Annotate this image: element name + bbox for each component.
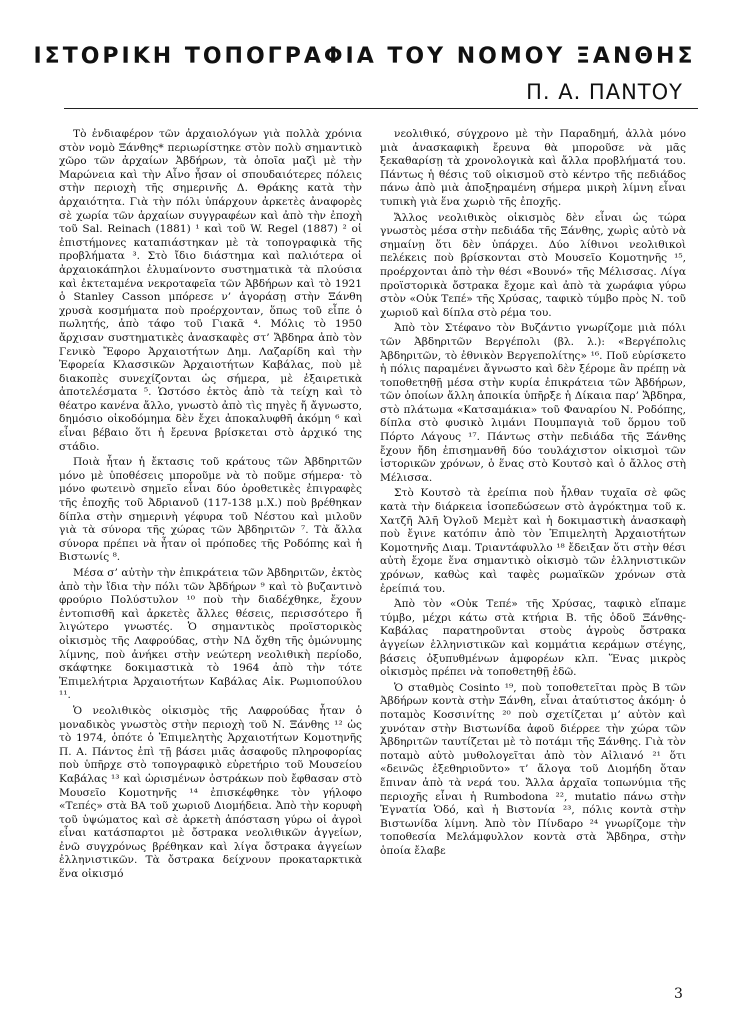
paragraph: Ὁ σταθμὸς Cosinto ¹⁹, ποὺ τοποθετεῖται πρὸς Β τῶν Ἀβδήρων κοντὰ στὴν Ξάνθη, εἶναι ἀταύτιστος ἀκόμη· ὁ ποταμὸς Κοσσινίτης ²⁰ ποὺ σχετίζεται μ’ αὐτὸν καὶ χυνόταν στὴν Βιστωνίδα ἀφοῦ διέρρεε τὴν χώρα τῶν Ἀβδηριτῶν ταυτίζεται μὲ τὸ ποτάμι τῆς Ξάνθης. Γιὰ τὸν ποταμὸ αὐτὸ μυθολογεῖται ἀπὸ τὸν Αἰλιανό ²¹ ὅτι «δεινῶς ἐξεθηριοῦντο» τ’ ἄλογα τοῦ Διομήδη ὅταν ἔπιναν ἀπὸ τὰ νερά του. Ἄλλα ἀρχαῖα τοπωνύμια τῆς περιοχῆς εἶναι ἡ Rumbodona ²², mutatio πάνω στὴν Ἐγνατία Ὁδό, καὶ ἡ Βιστονία ²³, πόλις κοντὰ στὴν Βιστωνίδα λίμνη. Ἀπὸ τὸν Πίνδαρο ²⁴ γνωρίζομε τὴν τοποθεσία Μελάμφυλλον κοντὰ στὰ Ἄβδηρα, στὴν ὁποία ἔλαβε: [380, 681, 686, 857]
paragraph: νεολιθικό, σύγχρονο μὲ τὴν Παραδημή, ἀλλὰ μόνο μιὰ ἀνασκαφικὴ ἔρευνα θὰ μποροῦσε νὰ μᾶς ξεκαθαρίσῃ τὰ χρονολογικὰ καὶ ἄλλα προβλήματά του. Πάντως ἡ θέσις τοῦ οἰκισμοῦ στὸ κέντρο τῆς πεδιάδος πάνω ἀπὸ μιὰ ἀποξηραμένη σήμερα μικρὴ λίμνη εἶναι τυπικὴ γιὰ ἕνα χωριὸ τῆς ἐποχῆς.: [380, 128, 686, 208]
page-number: 3: [674, 986, 683, 1002]
header-rule: [64, 108, 698, 109]
paragraph: Ἄλλος νεολιθικὸς οἰκισμὸς δὲν εἶναι ὡς τώρα γνωστὸς μέσα στὴν πεδιάδα τῆς Ξάνθης, χωρὶς αὐτὸ νὰ σημαίνῃ ὅτι δὲν ὑπάρχει. Δύο λίθινοι νεολιθικοὶ πελέκεις ποὺ βρίσκονται στὸ Μουσεῖο Κομοτηνῆς ¹⁵, προέρχονται ἀπὸ τὴν θέσι «Βουνό» τῆς Μέλισσας. Λίγα προϊστορικὰ ὄστρακα ἔχομε καὶ ἀπὸ τὰ χωράφια γύρω στὸν «Οὐκ Τεπέ» τῆς Χρύσας, ταφικὸ τύμβο πρὸς Ν. τοῦ χωριοῦ καὶ δίπλα στὸ ρέμα του.: [380, 211, 686, 319]
article-title: ΙΣΤΟΡΙΚΗ ΤΟΠΟΓΡΑΦΙΑ ΤΟΥ ΝΟΜΟΥ ΞΑΝΘΗΣ: [33, 44, 696, 69]
paragraph: Μέσα σ’ αὐτὴν τὴν ἐπικράτεια τῶν Ἀβδηριτῶν, ἐκτὸς ἀπὸ τὴν ἴδια τὴν πόλι τῶν Ἀβδήρων ⁹ καὶ τὸ βυζαντινὸ φρούριο Πολύστυλον ¹⁰ ποὺ τὴν διαδέχθηκε, ἔχουν ἐντοπισθῆ καὶ ἀρκετὲς ἄλλες θέσεις, περισσότερο ἤ λιγώτερο γνωστές. Ὁ σημαντικὸς προϊστορικὸς οἰκισμὸς τῆς Λαφρούδας, στὴν ΝΔ ὄχθη τῆς ὁμώνυμης λίμνης, ποὺ ἀνήκει στὴν νεώτερη νεολιθικὴ περίοδο, σκάφτηκε δοκιμαστικὰ τὸ 1964 ἀπὸ τὴν τότε Ἐπιμελήτρια Ἀρχαιοτήτων Καβάλας Αἰκ. Ρωμιοπούλου ¹¹.: [59, 567, 362, 702]
paragraph: Ποιὰ ἦταν ἡ ἔκτασις τοῦ κράτους τῶν Ἀβδηριτῶν μόνο μὲ ὑποθέσεις μποροῦμε νὰ τὸ ποῦμε σήμερα· τὸ μόνο φωτεινὸ σημεῖο εἶναι δύο ὁροθετικὲς ἐπιγραφὲς τῆς ἐποχῆς τοῦ Ἀδριανοῦ (117-138 μ.Χ.) ποὺ βρέθηκαν δίπλα στὴν σημερινὴ γέφυρα τοῦ Νέστου καὶ μιλοῦν γιὰ τὰ σύνορα τῆς χώρας τῶν Ἀβδηριτῶν ⁷. Τὰ ἄλλα σύνορα πρέπει νὰ ἦταν οἱ πρόποδες τῆς Ροδόπης καὶ ἡ Βιστωνίς ⁸.: [59, 456, 362, 564]
paragraph: Ἀπὸ τὸν Στέφανο τὸν Βυζάντιο γνωρίζομε μιὰ πόλι τῶν Ἀβδηριτῶν Βεργέπολι (βλ. λ.): «Βεργέπολις Ἀβδηριτῶν, τὸ ἐθνικὸν Βεργεπολίτης» ¹⁶. Ποῦ εὑρίσκετο ἡ πόλις παραμένει ἄγνωστο καὶ δὲν ξέρομε ἂν πρέπῃ νὰ τοποθετηθῇ μέσα στὴν κυρία ἐπικράτεια τῶν Ἀβδήρων, τῶν ὁποίων ἄλλη ἀποικία ὑπῆρξε ἡ Δίκαια παρ’ Ἄβδηρα, στὸ πλάτωμα «Κατσαμάκια» τοῦ Φαναρίου Ν. Ροδόπης, δίπλα στὸ φυσικὸ λιμάνι Πουμπαγιὰ τοῦ ὅρμου τοῦ Πόρτο Λάγους ¹⁷. Πάντως στὴν πεδιάδα τῆς Ξάνθης ἔχουν ἤδη ἐπισημανθῆ δύο τουλάχιστον οἰκισμοὶ τῶν ἱστορικῶν χρόνων, ὁ ἕνας στὸ Κουτσὸ καὶ ὁ ἄλλος στὴ Μέλισσα.: [380, 322, 686, 484]
right-column: [380, 128, 686, 860]
article-author: Π. Α. ΠΑΝΤΟΥ: [526, 80, 683, 104]
paragraph: Τὸ ἐνδιαφέρον τῶν ἀρχαιολόγων γιὰ πολλὰ χρόνια στὸν νομὸ Ξάνθης* περιωρίστηκε στὸν πολὺ σημαντικὸ χῶρο τῶν ἀρχαίων Ἀβδήρων, τὰ ὁποῖα μαζὶ μὲ τὴν Μαρώνεια καὶ τὴν Αἶνο ἦσαν οἱ σπουδαιότερες πόλεις στὴν περιοχὴ τῆς σημερινῆς Δ. Θράκης κατὰ τὴν ἀρχαιότητα. Γιὰ τὴν πόλι ὑπάρχουν ἀρκετὲς ἀναφορὲς σὲ χωρία τῶν ἀρχαίων συγγραφέων καὶ ἀπὸ τὴν ἐποχὴ τοῦ Sal. Reinach (1881) ¹ καὶ τοῦ W. Regel (1887) ² οἱ ἐπιστήμονες καταπιάστηκαν μὲ τὰ τοπογραφικὰ τῆς προβλήματα ³. Στὸ ἴδιο διάστημα καὶ παλιότερα οἱ ἀρχαιοκάπηλοι ἐλυμαίνοντο συστηματικὰ τὰ πλούσια καὶ ἐκτεταμένα νεκροταφεῖα τῶν Ἀβδήρων καὶ τὸ 1921 ὁ Stanley Casson μπόρεσε ν’ ἀγοράσῃ στὴν Ξάνθη χρυσὰ κοσμήματα ποὺ προέρχονταν, ὅπως τοῦ εἶπε ὁ πωλητής, ἀπὸ τάφο τοῦ Γιακᾶ ⁴. Μόλις τὸ 1950 ἄρχισαν συστηματικὲς ἀνασκαφὲς στ’ Ἄβδηρα ἀπὸ τὸν Γενικὸ Ἔφορο Ἀρχαιοτήτων Δημ. Λαζαρίδη καὶ τὴν Ἐφορεία Κλασσικῶν Ἀρχαιοτήτων Καβάλας, ποὺ μὲ διακοπὲς συνεχίζονται ὡς σήμερα, μὲ ἐξαιρετικὰ ἀποτελέσματα ⁵. Ὡστόσο ἐκτὸς ἀπὸ τὰ τείχη καὶ τὸ θέατρο κανένα ἄλλο, γνωστὸ ἀπὸ τὶς πηγὲς ἤ ἄγνωστο, δημόσιο οἰκοδόμημα δὲν ἔχει ἀποκαλυφθῆ ἀκόμη ⁶ καὶ εἶναι βέβαιο ὅτι ἡ ἔρευνα βρίσκεται στὸ ἀρχικό της στάδιο.: [59, 128, 362, 453]
paragraph: Στὸ Κουτσὸ τὰ ἐρείπια ποὺ ἦλθαν τυχαῖα σὲ φῶς κατὰ τὴν διάρκεια ἰσοπεδώσεων στὸ ἀγρόκτημα τοῦ κ. Χατζῆ Ἀλῆ Ὀγλοῦ Μεμὲτ καὶ ἡ δοκιμαστικὴ ἀνασκαφὴ ποὺ ἔγινε κατόπιν ἀπὸ τὸν Ἐπιμελητὴ Ἀρχαιοτήτων Κομοτηνῆς Διαμ. Τριαντάφυλλο ¹⁸ ἔδειξαν ὅτι στὴν θέσι αὐτὴ ἔχομε ἕνα σημαντικὸ οἰκισμὸ τῶν ἑλληνιστικῶν χρόνων, καθὼς καὶ ταφὲς ρωμαϊκῶν χρόνων στὰ ἐρείπιά του.: [380, 487, 686, 595]
paragraph: Ὁ νεολιθικὸς οἰκισμὸς τῆς Λαφρούδας ἦταν ὁ μοναδικὸς γνωστὸς στὴν περιοχὴ τοῦ Ν. Ξάνθης ¹² ὡς τὸ 1974, ὁπότε ὁ Ἐπιμελητὴς Ἀρχαιοτήτων Κομοτηνῆς Π. Α. Πάντος ἐπὶ τῇ βάσει μιᾶς ἀσαφοῦς πληροφορίας ποὺ ὑπῆρχε στὸ τοπογραφικὸ εὑρετήριο τοῦ Μουσείου Καβάλας ¹³ καὶ ὡρισμένων ὀστράκων ποὺ ἔφθασαν στὸ Μουσεῖο Κομοτηνῆς ¹⁴ ἐπισκέφθηκε τὸν γήλοφο «Τεπές» στὰ ΒΑ τοῦ χωριοῦ Διομήδεια. Ἀπὸ τὴν κορυφὴ τοῦ ὑψώματος καὶ σὲ ἀρκετὴ ἀπόσταση γύρω οἱ ἀγροὶ εἶναι κατάσπαρτοι μὲ ὄστρακα νεολιθικῶν ἀγγείων, ἐνῶ συγχρόνως βρέθηκαν καὶ λίγα ὄστρακα ἀγγείων ἐλληνιστικῶν. Τὰ ὄστρακα δείχνουν προκαταρκτικὰ ἕνα οἰκισμό: [59, 704, 362, 881]
left-column: [59, 128, 362, 884]
paragraph: Ἀπὸ τὸν «Οὐκ Τεπέ» τῆς Χρύσας, ταφικὸ εἴπαμε τύμβο, μέχρι κάτω στὰ κτήρια Β. τῆς ὁδοῦ Ξάνθης-Καβάλας παρατηροῦνται στοὺς ἀγροὺς ὄστρακα ἀγγείων ἑλληνιστικῶν καὶ κομμάτια κεράμων στέγης, βάσεις ὀξυπυθμένων ἀμφορέων κλπ. Ἕνας μικρὸς οἰκισμὸς πρέπει νὰ τοποθετηθῇ ἐδῶ.: [380, 598, 686, 679]
